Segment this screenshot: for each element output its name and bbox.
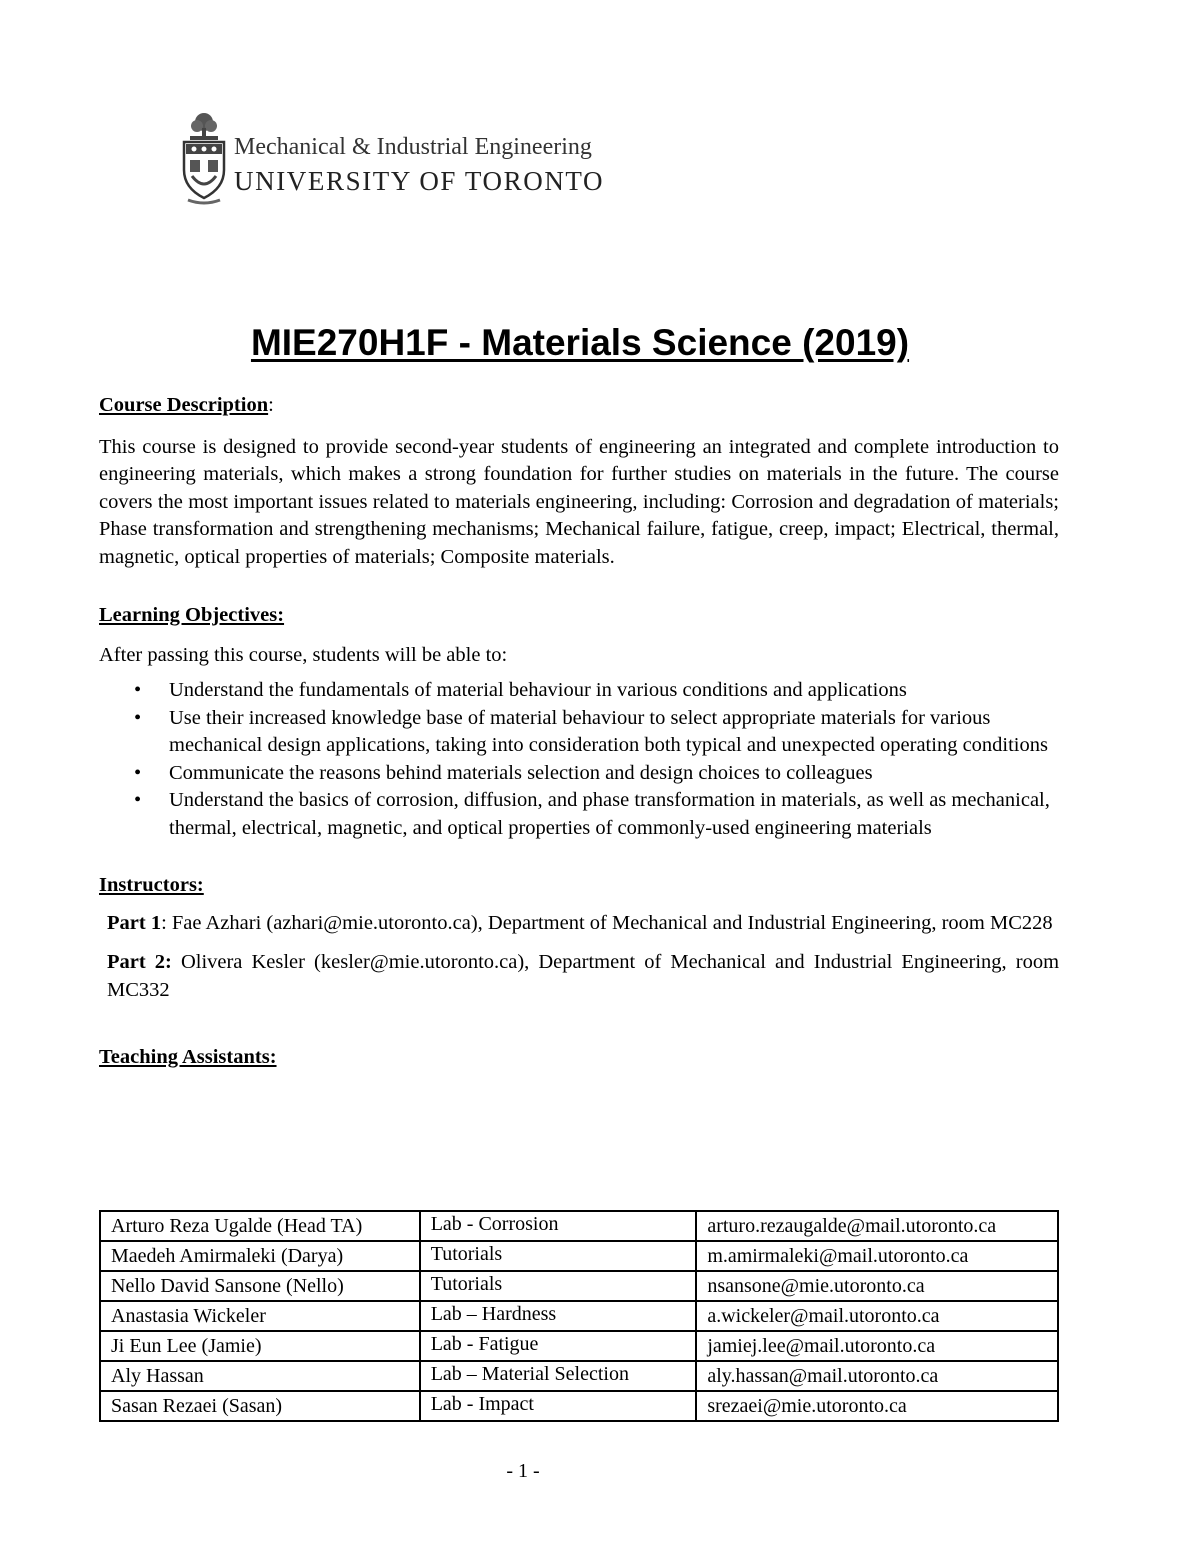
instructor-separator: : [161, 911, 172, 934]
instructor-details: Olivera Kesler (kesler@mie.utoronto.ca), Department of Mechanical and Industrial Engineering, room MC332 [107, 951, 1060, 1001]
list-item-text: Communicate the reasons behind materials selection and design choices to colleagues [169, 761, 873, 784]
list-item [134, 677, 1059, 705]
list-item-text: Use their increased knowledge base of material behaviour to select appropriate materials for various mechanical design applications, taking into consideration both typical and unexpected operating conditions [169, 706, 1048, 756]
course-description-heading-line [99, 392, 1059, 420]
bullet-icon: • [134, 706, 142, 729]
course-description-heading: Course Description [99, 394, 269, 416]
list-item-text: Understand the basics of corrosion, diffusion, and phase transformation in materials, as well as mechanical, thermal, electrical, magnetic, and optical properties of commonly-used engineering materials [169, 789, 1050, 839]
course-description-text: This course is designed to provide second-year students of engineering an integrated and complete introduction to engineering materials, which makes a strong foundation for further studies on materials in the future. The course covers the most important issues related to materials engineering, including: Corrosion and degradation of materials; Phase transformation and strengthening mechanisms; Mechanical failure, fatigue, creep, impact; Electrical, thermal, magnetic, optical properties of materials; Composite materials. [99, 435, 1059, 568]
learning-objectives-list [99, 677, 1059, 842]
list-item [134, 705, 1059, 760]
bullet-icon: • [134, 789, 142, 811]
table-row [100, 1361, 1058, 1391]
table-row [100, 1391, 1058, 1421]
bullet-icon: • [134, 679, 142, 701]
ta-email: nsansone@mie.utoronto.ca [696, 1271, 1058, 1301]
ta-email: arturo.rezaugalde@mail.utoronto.ca [696, 1211, 1058, 1241]
heading-colon: : [268, 394, 274, 416]
learning-objectives-heading: Learning Objectives: [99, 604, 285, 626]
university-crest-icon [180, 108, 228, 208]
teaching-assistants-table [99, 1210, 1059, 1422]
table-row [100, 1331, 1058, 1361]
table-row [100, 1211, 1058, 1241]
ta-email: m.amirmaleki@mail.utoronto.ca [696, 1241, 1058, 1271]
instructors-heading: Instructors: [99, 874, 204, 896]
ta-name: Ji Eun Lee (Jamie) [100, 1331, 420, 1361]
university-name: UNIVERSITY OF TORONTO [234, 166, 605, 196]
ta-role: Tutorials [420, 1241, 697, 1271]
table-row [100, 1241, 1058, 1271]
ta-name: Sasan Rezaei (Sasan) [100, 1391, 420, 1421]
ta-name: Arturo Reza Ugalde (Head TA) [100, 1211, 420, 1241]
list-item-text: Understand the fundamentals of material behaviour in various conditions and applications [169, 679, 907, 701]
list-item [134, 760, 1059, 788]
table-row [100, 1301, 1058, 1331]
university-logo [180, 108, 640, 208]
learning-objectives-intro: After passing this course, students will be able to: [99, 643, 508, 666]
instructor-part-2 [107, 949, 1059, 1004]
ta-name: Anastasia Wickeler [100, 1301, 420, 1331]
ta-email: aly.hassan@mail.utoronto.ca [696, 1361, 1058, 1391]
ta-role: Lab – Hardness [420, 1301, 697, 1331]
ta-email: srezaei@mie.utoronto.ca [696, 1391, 1058, 1421]
bullet-icon: • [134, 761, 142, 784]
ta-role: Lab - Corrosion [420, 1211, 697, 1241]
page-title: MIE270H1F - Materials Science (2019) [250, 322, 910, 363]
ta-role: Lab – Material Selection [420, 1361, 697, 1391]
instructor-part-label: Part 2: [107, 951, 172, 973]
list-item [134, 787, 1059, 842]
instructor-part-1 [107, 910, 1059, 938]
table-row [100, 1271, 1058, 1301]
ta-name: Nello David Sansone (Nello) [100, 1271, 420, 1301]
ta-role: Tutorials [420, 1271, 697, 1301]
ta-name: Maedeh Amirmaleki (Darya) [100, 1241, 420, 1271]
ta-email: a.wickeler@mail.utoronto.ca [696, 1301, 1058, 1331]
ta-role: Lab - Impact [420, 1391, 697, 1421]
page-number: - 1 - [506, 1460, 540, 1482]
instructor-details: Fae Azhari (azhari@mie.utoronto.ca), Department of Mechanical and Industrial Engineering, room MC228 [171, 911, 1053, 934]
instructor-separator [172, 951, 181, 973]
ta-email: jamiej.lee@mail.utoronto.ca [696, 1331, 1058, 1361]
ta-name: Aly Hassan [100, 1361, 420, 1391]
ta-role: Lab - Fatigue [420, 1331, 697, 1361]
teaching-assistants-heading: Teaching Assistants: [99, 1046, 277, 1068]
instructor-part-label: Part 1 [107, 911, 162, 934]
document-body [99, 392, 1059, 1072]
department-name: Mechanical & Industrial Engineering [234, 134, 592, 160]
